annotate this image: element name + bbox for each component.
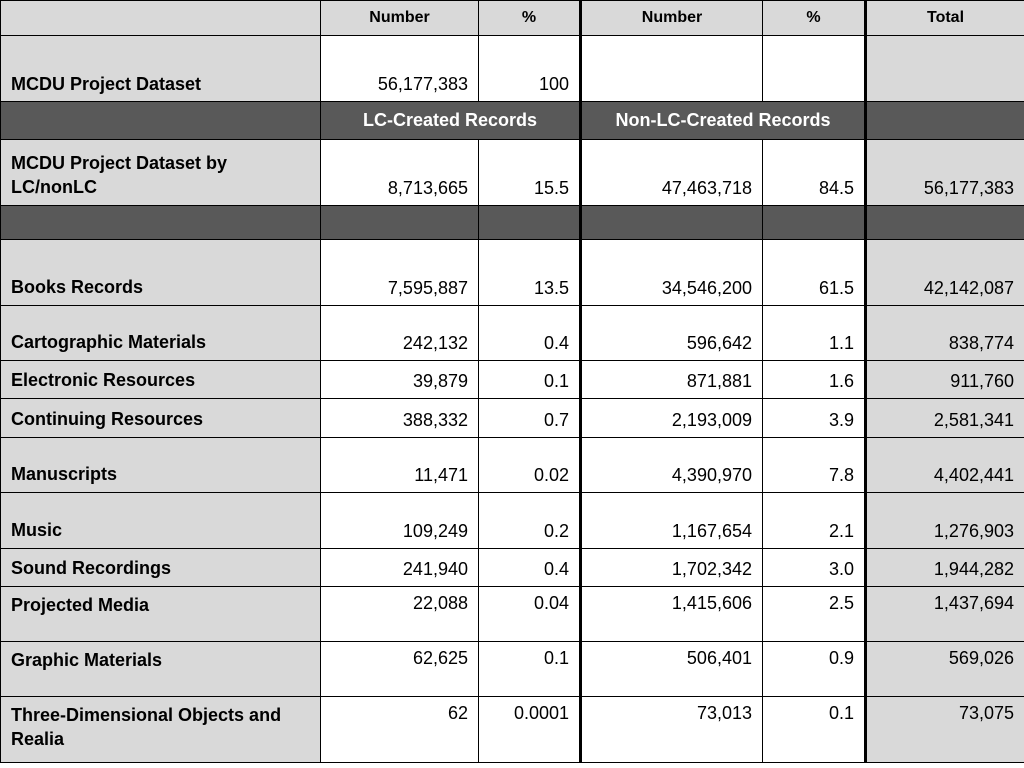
row-total: 838,774 bbox=[866, 306, 1024, 361]
by-lc-lc-percent: 15.5 bbox=[479, 140, 581, 206]
row-lc-number: 11,471 bbox=[321, 438, 479, 493]
row-nonlc-number: 73,013 bbox=[581, 697, 763, 763]
row-nonlc-percent: 61.5 bbox=[763, 240, 866, 306]
row-nonlc-number: 2,193,009 bbox=[581, 399, 763, 438]
row-lc-number: 62 bbox=[321, 697, 479, 763]
spacer-cell bbox=[1, 206, 321, 240]
row-nonlc-percent: 1.6 bbox=[763, 361, 866, 399]
row-total: 2,581,341 bbox=[866, 399, 1024, 438]
row-lc-percent: 0.4 bbox=[479, 306, 581, 361]
row-lc-number: 242,132 bbox=[321, 306, 479, 361]
row-nonlc-number: 4,390,970 bbox=[581, 438, 763, 493]
group-lc-created: LC-Created Records bbox=[321, 102, 581, 140]
row-nonlc-number: 34,546,200 bbox=[581, 240, 763, 306]
row-label: Three-Dimensional Objects and Realia bbox=[1, 697, 321, 763]
table-row bbox=[1, 240, 1024, 306]
row-lc-percent: 0.0001 bbox=[479, 697, 581, 763]
header-lc-number: Number bbox=[321, 1, 479, 36]
row-lc-percent: 0.1 bbox=[479, 361, 581, 399]
row-total: 1,276,903 bbox=[866, 493, 1024, 549]
table-row bbox=[1, 549, 1024, 587]
row-lc-percent: 0.02 bbox=[479, 438, 581, 493]
table-row bbox=[1, 361, 1024, 399]
header-nonlc-number: Number bbox=[581, 1, 763, 36]
row-label: Music bbox=[1, 493, 321, 549]
row-nonlc-percent: 3.9 bbox=[763, 399, 866, 438]
row-total: 1,944,282 bbox=[866, 549, 1024, 587]
table-row bbox=[1, 438, 1024, 493]
table-row bbox=[1, 587, 1024, 642]
row-lc-number: 7,595,887 bbox=[321, 240, 479, 306]
row-lc-number: 22,088 bbox=[321, 587, 479, 642]
spacer-cell bbox=[866, 206, 1024, 240]
group-header-band bbox=[1, 102, 1024, 140]
row-nonlc-number: 1,702,342 bbox=[581, 549, 763, 587]
table-row bbox=[1, 306, 1024, 361]
row-label: Graphic Materials bbox=[1, 642, 321, 697]
row-nonlc-number: 1,415,606 bbox=[581, 587, 763, 642]
row-nonlc-percent: 7.8 bbox=[763, 438, 866, 493]
row-total: 4,402,441 bbox=[866, 438, 1024, 493]
row-lc-percent: 0.1 bbox=[479, 642, 581, 697]
row-lc-number: 388,332 bbox=[321, 399, 479, 438]
dataset-empty-cell bbox=[763, 36, 866, 102]
band-blank-cell bbox=[866, 102, 1024, 140]
by-lc-total: 56,177,383 bbox=[866, 140, 1024, 206]
header-nonlc-percent: % bbox=[763, 1, 866, 36]
row-total: 911,760 bbox=[866, 361, 1024, 399]
row-nonlc-percent: 1.1 bbox=[763, 306, 866, 361]
dataset-empty-cell bbox=[581, 36, 763, 102]
row-lc-percent: 0.4 bbox=[479, 549, 581, 587]
header-lc-percent: % bbox=[479, 1, 581, 36]
by-lc-label: MCDU Project Dataset by LC/nonLC bbox=[1, 140, 321, 206]
row-nonlc-percent: 3.0 bbox=[763, 549, 866, 587]
row-nonlc-number: 1,167,654 bbox=[581, 493, 763, 549]
row-nonlc-percent: 0.1 bbox=[763, 697, 866, 763]
row-label: Sound Recordings bbox=[1, 549, 321, 587]
row-total: 1,437,694 bbox=[866, 587, 1024, 642]
spacer-cell bbox=[581, 206, 763, 240]
band-blank-cell bbox=[1, 102, 321, 140]
table-row bbox=[1, 493, 1024, 549]
spacer-cell bbox=[763, 206, 866, 240]
by-lc-nonlc-number: 47,463,718 bbox=[581, 140, 763, 206]
dataset-percent: 100 bbox=[479, 36, 581, 102]
row-lc-percent: 0.7 bbox=[479, 399, 581, 438]
row-lc-number: 109,249 bbox=[321, 493, 479, 549]
row-lc-number: 241,940 bbox=[321, 549, 479, 587]
row-label: Cartographic Materials bbox=[1, 306, 321, 361]
spacer-cell bbox=[479, 206, 581, 240]
row-lc-percent: 0.2 bbox=[479, 493, 581, 549]
table-row bbox=[1, 399, 1024, 438]
row-lc-percent: 0.04 bbox=[479, 587, 581, 642]
dataset-number: 56,177,383 bbox=[321, 36, 479, 102]
row-label: Manuscripts bbox=[1, 438, 321, 493]
row-label: Books Records bbox=[1, 240, 321, 306]
row-lc-number: 39,879 bbox=[321, 361, 479, 399]
table-row bbox=[1, 697, 1024, 763]
row-total: 73,075 bbox=[866, 697, 1024, 763]
row-nonlc-number: 596,642 bbox=[581, 306, 763, 361]
row-nonlc-number: 871,881 bbox=[581, 361, 763, 399]
column-header-row bbox=[1, 1, 1024, 36]
header-blank-cell bbox=[1, 1, 321, 36]
group-non-lc-created: Non-LC-Created Records bbox=[581, 102, 866, 140]
spacer-band bbox=[1, 206, 1024, 240]
spacer-cell bbox=[321, 206, 479, 240]
row-lc-percent: 13.5 bbox=[479, 240, 581, 306]
by-lc-nonlc-percent: 84.5 bbox=[763, 140, 866, 206]
row-nonlc-percent: 2.5 bbox=[763, 587, 866, 642]
dataset-row bbox=[1, 36, 1024, 102]
row-label: Electronic Resources bbox=[1, 361, 321, 399]
row-nonlc-number: 506,401 bbox=[581, 642, 763, 697]
header-total: Total bbox=[866, 1, 1024, 36]
dataset-empty-cell bbox=[866, 36, 1024, 102]
row-total: 42,142,087 bbox=[866, 240, 1024, 306]
row-lc-number: 62,625 bbox=[321, 642, 479, 697]
by-lc-lc-number: 8,713,665 bbox=[321, 140, 479, 206]
row-nonlc-percent: 0.9 bbox=[763, 642, 866, 697]
row-total: 569,026 bbox=[866, 642, 1024, 697]
row-nonlc-percent: 2.1 bbox=[763, 493, 866, 549]
row-label: Continuing Resources bbox=[1, 399, 321, 438]
by-lc-row bbox=[1, 140, 1024, 206]
row-label: Projected Media bbox=[1, 587, 321, 642]
table-row bbox=[1, 642, 1024, 697]
dataset-label: MCDU Project Dataset bbox=[1, 36, 321, 102]
